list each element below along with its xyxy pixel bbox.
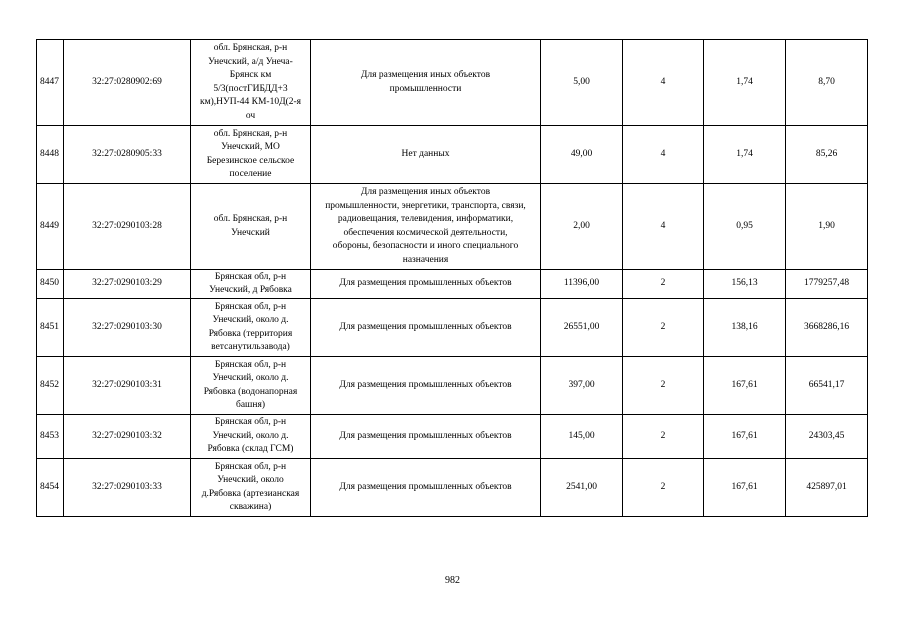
use-group-cell: 2 bbox=[623, 459, 704, 517]
address-cell: Брянская обл, р-н Унечский, около д. Рябовка (водонапорная башня) bbox=[191, 357, 311, 415]
permitted-use-cell: Для размещения промышленных объектов bbox=[311, 299, 541, 357]
specific-value-cell: 138,16 bbox=[704, 299, 786, 357]
table-row bbox=[37, 357, 868, 415]
area-cell: 2541,00 bbox=[541, 459, 623, 517]
area-cell: 397,00 bbox=[541, 357, 623, 415]
cadastral-value-cell: 24303,45 bbox=[786, 415, 868, 459]
row-number-cell: 8449 bbox=[37, 184, 64, 270]
address-cell: Брянская обл, р-н Унечский, около д. Рябовка (склад ГСМ) bbox=[191, 415, 311, 459]
table-row bbox=[37, 40, 868, 126]
cadastral-value-cell: 3668286,16 bbox=[786, 299, 868, 357]
use-group-cell: 2 bbox=[623, 357, 704, 415]
row-number-cell: 8447 bbox=[37, 40, 64, 126]
row-number-cell: 8454 bbox=[37, 459, 64, 517]
address-cell: Брянская обл, р-н Унечский, около д.Рябовка (артезианская скважина) bbox=[191, 459, 311, 517]
cadastral-value-cell: 85,26 bbox=[786, 126, 868, 184]
cadastral-number-cell: 32:27:0280905:33 bbox=[64, 126, 191, 184]
table-row bbox=[37, 415, 868, 459]
row-number-cell: 8451 bbox=[37, 299, 64, 357]
specific-value-cell: 0,95 bbox=[704, 184, 786, 270]
row-number-cell: 8450 bbox=[37, 270, 64, 299]
table-row bbox=[37, 270, 868, 299]
cadastral-number-cell: 32:27:0290103:33 bbox=[64, 459, 191, 517]
row-number-cell: 8452 bbox=[37, 357, 64, 415]
use-group-cell: 4 bbox=[623, 40, 704, 126]
table-row bbox=[37, 459, 868, 517]
specific-value-cell: 1,74 bbox=[704, 126, 786, 184]
table-row bbox=[37, 299, 868, 357]
row-number-cell: 8448 bbox=[37, 126, 64, 184]
use-group-cell: 2 bbox=[623, 270, 704, 299]
specific-value-cell: 156,13 bbox=[704, 270, 786, 299]
cadastral-value-cell: 66541,17 bbox=[786, 357, 868, 415]
cadastral-number-cell: 32:27:0290103:30 bbox=[64, 299, 191, 357]
address-cell: Брянская обл, р-н Унечский, д Рябовка bbox=[191, 270, 311, 299]
cadastral-value-cell: 1,90 bbox=[786, 184, 868, 270]
address-cell: обл. Брянская, р-н Унечский bbox=[191, 184, 311, 270]
permitted-use-cell: Для размещения промышленных объектов bbox=[311, 415, 541, 459]
area-cell: 26551,00 bbox=[541, 299, 623, 357]
permitted-use-cell: Для размещения иных объектов промышленности bbox=[311, 40, 541, 126]
cadastral-number-cell: 32:27:0290103:29 bbox=[64, 270, 191, 299]
permitted-use-cell: Для размещения иных объектов промышленности, энергетики, транспорта, связи, радиовещания, телевидения, информатики, обеспечения космической деятельности, обороны, безопасности и иного специального назначения bbox=[311, 184, 541, 270]
use-group-cell: 2 bbox=[623, 299, 704, 357]
cadastral-number-cell: 32:27:0290103:31 bbox=[64, 357, 191, 415]
specific-value-cell: 167,61 bbox=[704, 415, 786, 459]
area-cell: 11396,00 bbox=[541, 270, 623, 299]
page-number: 982 bbox=[445, 575, 460, 586]
permitted-use-cell: Для размещения промышленных объектов bbox=[311, 459, 541, 517]
address-cell: обл. Брянская, р-н Унечский, а/д Унеча- Брянск км 5/3(постГИБДД+3 км),НУП-44 КМ-10Д(2-я оч bbox=[191, 40, 311, 126]
table-row bbox=[37, 184, 868, 270]
row-number-cell: 8453 bbox=[37, 415, 64, 459]
specific-value-cell: 167,61 bbox=[704, 357, 786, 415]
address-cell: обл. Брянская, р-н Унечский, МО Березинское сельское поселение bbox=[191, 126, 311, 184]
cadastral-value-cell: 1779257,48 bbox=[786, 270, 868, 299]
area-cell: 145,00 bbox=[541, 415, 623, 459]
use-group-cell: 4 bbox=[623, 184, 704, 270]
cadastral-table bbox=[36, 39, 868, 517]
cadastral-number-cell: 32:27:0280902:69 bbox=[64, 40, 191, 126]
permitted-use-cell: Для размещения промышленных объектов bbox=[311, 270, 541, 299]
area-cell: 5,00 bbox=[541, 40, 623, 126]
specific-value-cell: 167,61 bbox=[704, 459, 786, 517]
specific-value-cell: 1,74 bbox=[704, 40, 786, 126]
permitted-use-cell: Для размещения промышленных объектов bbox=[311, 357, 541, 415]
cadastral-value-cell: 425897,01 bbox=[786, 459, 868, 517]
use-group-cell: 4 bbox=[623, 126, 704, 184]
cadastral-value-cell: 8,70 bbox=[786, 40, 868, 126]
address-cell: Брянская обл, р-н Унечский, около д. Рябовка (территория ветсанутильзавода) bbox=[191, 299, 311, 357]
area-cell: 2,00 bbox=[541, 184, 623, 270]
table-row bbox=[37, 126, 868, 184]
cadastral-number-cell: 32:27:0290103:28 bbox=[64, 184, 191, 270]
permitted-use-cell: Нет данных bbox=[311, 126, 541, 184]
area-cell: 49,00 bbox=[541, 126, 623, 184]
use-group-cell: 2 bbox=[623, 415, 704, 459]
cadastral-number-cell: 32:27:0290103:32 bbox=[64, 415, 191, 459]
